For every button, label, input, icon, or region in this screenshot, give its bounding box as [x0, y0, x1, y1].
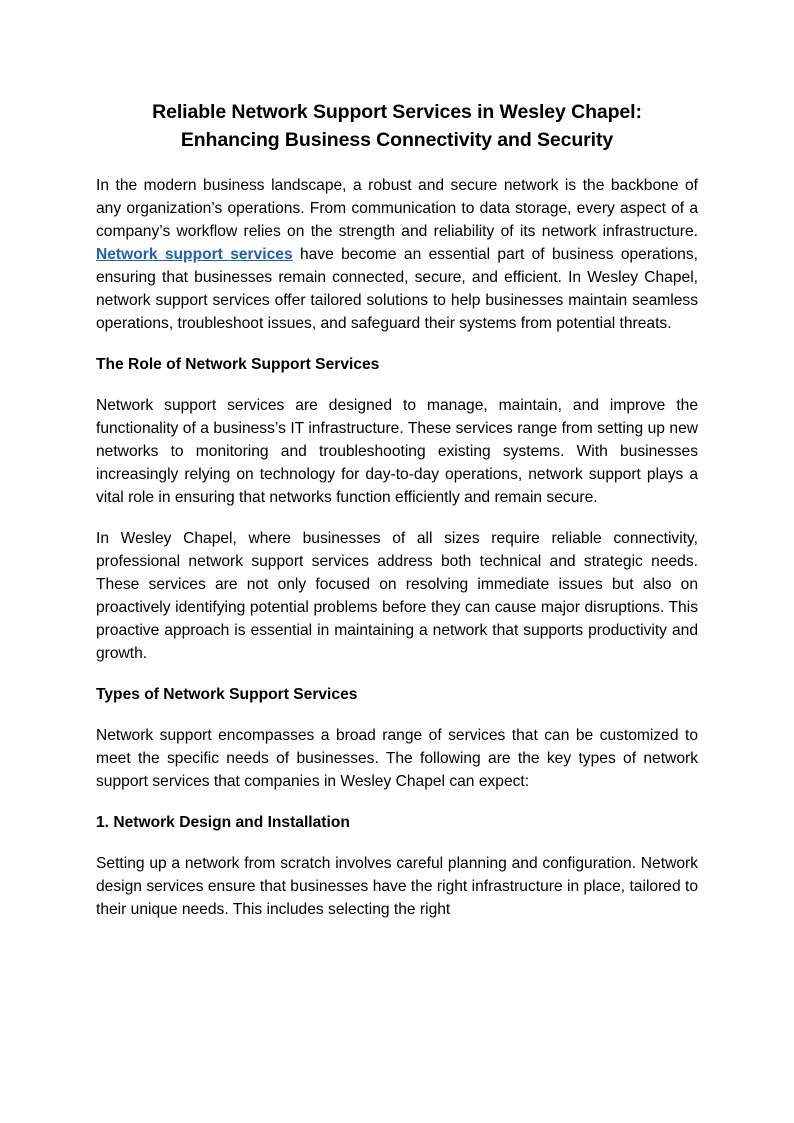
section-heading-types: Types of Network Support Services	[96, 686, 358, 703]
intro-text-start: In the modern business landscape, a robust and secure network is the backbone of any organization’s operations. From communication to data storage, every aspect of a company’s workflow relies on the strength and reliability of its network infrastructure.	[96, 177, 698, 240]
intro-text-end: have become an essential part of business operations, ensuring that businesses remain connected, secure, and efficient. In Wesley Chapel, network support services offer tailored solutions to help businesses maintain seamless operations, troubleshoot issues, and safeguard their systems from potential threats.	[96, 246, 698, 332]
role-paragraph-2: In Wesley Chapel, where businesses of all sizes require reliable connectivity, professional network support services address both technical and strategic needs. These services are not only focused on resolving immediate issues but also on proactively identifying potential problems before they can cause major disruptions. This proactive approach is essential in maintaining a network that supports productivity and growth.	[96, 530, 698, 662]
design-paragraph-1: Setting up a network from scratch involves careful planning and configuration. Network design services ensure that businesses have the right infrastructure in place, tailored to their unique needs. This includes selecting the right	[96, 855, 698, 918]
section-heading-role: The Role of Network Support Services	[96, 356, 380, 373]
title-line-1: Reliable Network Support Services in Wesley Chapel:	[152, 101, 642, 123]
document-title	[96, 98, 698, 154]
document-page	[96, 98, 698, 921]
network-support-services-link[interactable]: Network support services	[96, 246, 293, 263]
section-heading-design-installation: 1. Network Design and Installation	[96, 814, 350, 831]
role-paragraph-1: Network support services are designed to manage, maintain, and improve the functionality of a business’s IT infrastructure. These services range from setting up new networks to monitoring and troubleshooting existing systems. With businesses increasingly relying on technology for day-to-day operations, network support plays a vital role in ensuring that networks function efficiently and remain secure.	[96, 397, 698, 506]
types-paragraph-1: Network support encompasses a broad range of services that can be customized to meet the specific needs of businesses. The following are the key types of network support services that companies in Wesley Chapel can expect:	[96, 727, 698, 790]
title-line-2: Enhancing Business Connectivity and Security	[180, 129, 614, 151]
intro-paragraph	[96, 174, 698, 335]
